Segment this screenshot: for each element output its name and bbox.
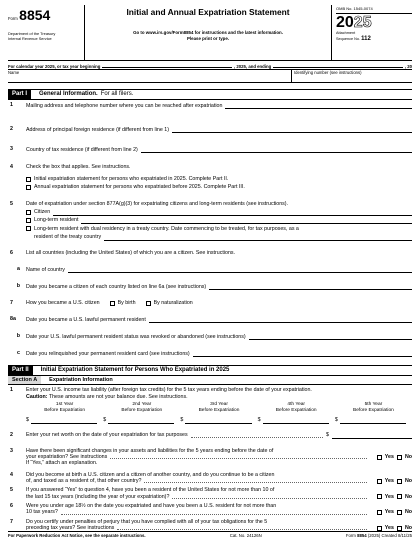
option-label: Annual expatriation statement for persons who expatriated before 2025. Complete Part III. <box>34 184 245 191</box>
citizen-option[interactable] <box>8 209 412 216</box>
part1-line-8c <box>8 350 412 357</box>
part2-tag: Part II <box>8 366 33 375</box>
yes-checkbox[interactable] <box>377 526 382 531</box>
line-number: a <box>17 266 20 273</box>
year-label: 5th Year <box>364 402 383 408</box>
amount-field[interactable] <box>108 417 174 424</box>
identifying-number-field[interactable] <box>291 70 412 82</box>
part1-title-suffix: For all filers. <box>100 90 134 97</box>
form-label: Form <box>8 16 18 21</box>
year-1-header <box>26 402 103 414</box>
line-number: 6 <box>10 249 13 256</box>
line-text: of, and taxed as a resident of, that other country? <box>26 477 142 484</box>
net-worth-field[interactable] <box>332 432 412 439</box>
line-text: If you answered “Yes” to question 4, have you been a resident of the United States for not more than 10 of <box>26 487 275 494</box>
part1-line-8b <box>8 333 412 340</box>
line-number: c <box>17 350 20 357</box>
leader-dots <box>172 498 367 499</box>
amount-field[interactable] <box>340 417 406 424</box>
dollar-sign: $ <box>26 417 29 424</box>
line-text: Name of country <box>26 266 65 273</box>
part2-line-6 <box>8 503 412 516</box>
line-text: Country of tax residence (if different from line 2) <box>26 146 138 153</box>
citizen-checkbox[interactable] <box>26 210 31 215</box>
omb-number: OMB No. 1545-0074 <box>336 5 412 14</box>
attachment-label: Attachment <box>336 30 356 35</box>
country-name-field[interactable] <box>68 266 412 273</box>
amount-field[interactable] <box>185 417 251 424</box>
section-a-header <box>8 376 412 385</box>
treaty-resident-option[interactable] <box>8 226 412 232</box>
line-number: 5 <box>10 487 13 494</box>
part1-line-6a <box>8 266 412 273</box>
yes-checkbox[interactable] <box>377 479 382 484</box>
line-text: 10 tax years? <box>26 509 58 516</box>
line-number: 1 <box>10 102 13 108</box>
option-label: resident of the treaty country <box>34 234 102 241</box>
part2-line-1 <box>8 387 412 400</box>
option-label: Citizen <box>34 208 51 215</box>
part2-line-4 <box>8 472 412 485</box>
no-label: No <box>404 525 412 531</box>
line-number: 5 <box>10 200 13 207</box>
no-label: No <box>404 493 412 500</box>
leader-dots <box>61 514 367 515</box>
form-footer <box>8 531 412 538</box>
tax-liability-fields <box>8 417 412 424</box>
treaty-resident-continuation <box>8 234 412 241</box>
line-number: 2 <box>10 431 13 438</box>
card-relinquished-date-field[interactable] <box>193 350 412 357</box>
dollar-sign: $ <box>103 417 107 424</box>
year-5-header <box>335 402 412 414</box>
year-sublabel: Before Expatriation <box>275 407 317 413</box>
attachment-sequence <box>336 31 412 43</box>
year-label: 4th Year <box>287 402 306 408</box>
line-text: Date you became a citizen of each country listed on line 6a (see instructions) <box>26 283 207 290</box>
line-number: 4 <box>10 471 13 478</box>
footer-form-id <box>346 533 412 538</box>
identifying-number-label: Identifying number (see instructions) <box>294 70 362 75</box>
line-number: 1 <box>10 387 13 394</box>
no-label: No <box>404 509 412 516</box>
part2-line-3 <box>8 448 412 467</box>
annual-statement-checkbox[interactable] <box>26 185 31 190</box>
tax-year <box>336 15 412 31</box>
line-text: How you became a U.S. citizen <box>26 300 100 307</box>
name-row <box>8 70 412 83</box>
by-naturalization-label: By naturalization <box>153 300 193 307</box>
long-term-resident-checkbox[interactable] <box>26 218 31 223</box>
line-text: preceding tax years? See instructions <box>26 525 115 531</box>
line-number: 6 <box>10 502 13 509</box>
leader-dots <box>191 437 323 438</box>
mailing-address-field[interactable] <box>225 102 412 109</box>
line-number: 7 <box>10 518 13 525</box>
footer-form-label: Form <box>345 533 356 538</box>
section-a-tag: Section A <box>8 376 41 384</box>
omb-block <box>331 5 412 60</box>
tax-year-end-field[interactable] <box>273 67 403 68</box>
year-label: 2nd Year <box>132 402 152 408</box>
no-checkbox[interactable] <box>397 494 402 499</box>
department-name: Department of the Treasury <box>8 30 56 36</box>
annual-statement-option[interactable] <box>8 184 412 190</box>
citizenship-date-field[interactable] <box>209 283 412 290</box>
yes-checkbox[interactable] <box>377 510 382 515</box>
no-checkbox[interactable] <box>397 479 402 484</box>
year-3-header <box>180 402 257 414</box>
instructions-line-1: Go to www.irs.gov/Form8854 for instructions and the latest information. <box>133 30 283 36</box>
initial-statement-option[interactable] <box>8 176 412 182</box>
paperwork-notice: For Paperwork Reduction Act Notice, see the separate instructions. <box>8 533 146 538</box>
year-1-liability[interactable] <box>26 417 97 424</box>
part1-header <box>8 89 412 100</box>
instructions-line-2: Please print or type. <box>187 35 229 41</box>
form-title-block <box>85 5 331 60</box>
line-number: 8a <box>10 316 16 323</box>
department-block <box>8 32 84 42</box>
line-number: 7 <box>10 300 13 307</box>
treaty-resident-checkbox[interactable] <box>26 226 31 231</box>
part1-line-7 <box>8 300 412 306</box>
line-text: List all countries (including the United States) of which you are a citizen. See instructions. <box>26 249 236 256</box>
part1-line-3 <box>8 146 412 153</box>
year-label: 1st Year <box>55 402 74 408</box>
caution-label: Caution: <box>26 393 48 400</box>
long-term-resident-option[interactable] <box>8 217 412 224</box>
tax-year-prefix: 20 <box>336 13 354 31</box>
line-text: Enter your U.S. income tax liability (after foreign tax credits) for the 5 tax years ending before the date of your expatriation. <box>26 387 312 394</box>
amount-field[interactable] <box>263 417 329 424</box>
treaty-date-field[interactable] <box>104 234 412 241</box>
amount-field[interactable] <box>31 417 97 424</box>
dollar-sign: $ <box>334 417 338 424</box>
form-header <box>8 5 412 61</box>
calendar-year-label: For calendar year 2025, or tax year beginning <box>8 63 101 69</box>
line-number: 2 <box>10 126 13 132</box>
part1-line-6 <box>8 250 412 256</box>
year-2-header <box>103 402 180 414</box>
line-number: 4 <box>10 164 13 170</box>
tax-residence-field[interactable] <box>141 146 412 153</box>
year-sublabel: Before Expatriation <box>121 407 163 413</box>
part2-line-5 <box>8 487 412 500</box>
year-4-header <box>258 402 335 414</box>
line-number: b <box>16 283 20 290</box>
form-number: 8854 <box>19 7 51 23</box>
yes-label: Yes <box>384 509 394 516</box>
option-label: Long-term resident with dual residency in a treaty country. Date commencing to be treated, for tax purposes, as a <box>34 225 299 232</box>
initial-statement-checkbox[interactable] <box>26 177 31 182</box>
catalog-number: Cat. No. 24126N <box>229 533 262 538</box>
line-text: Did you become at birth a U.S. citizen and a citizen of another country, and do you continue to be a citizen <box>26 471 275 478</box>
line-text: If “Yes,” attach an explanation. <box>26 460 98 467</box>
no-label: No <box>404 453 412 460</box>
part1-line-2 <box>8 126 412 133</box>
instructions-text <box>85 30 331 41</box>
no-checkbox[interactable] <box>397 526 402 531</box>
line-number: b <box>16 333 20 340</box>
yes-no-group <box>370 509 412 515</box>
calendar-year-row <box>8 61 412 70</box>
line-text: Enter your net worth on the date of your expatriation for tax purposes <box>26 432 188 439</box>
option-label: Long-term resident <box>34 217 79 224</box>
year-4-liability[interactable] <box>258 417 329 424</box>
line-number: 3 <box>10 447 13 454</box>
line-number: 3 <box>10 146 13 152</box>
dollar-sign: $ <box>326 432 329 439</box>
line-text: Date of expatriation under section 877A(g)(3) for expatriating citizens and long-term residents (see instructions). <box>26 200 289 207</box>
caution-text: These amounts are not your balance due. See instructions. <box>48 393 188 400</box>
by-birth-checkbox[interactable] <box>110 301 115 306</box>
yes-checkbox[interactable] <box>377 455 382 460</box>
footer-form-version: (2025) Created 8/11/25 <box>367 533 412 538</box>
year-3-liability[interactable] <box>180 417 251 424</box>
foreign-residence-field[interactable] <box>172 126 412 133</box>
year-5-liability[interactable] <box>335 417 406 424</box>
year-sublabel: Before Expatriation <box>44 407 85 413</box>
part1-tag: Part I <box>8 90 31 99</box>
by-naturalization-checkbox[interactable] <box>146 301 151 306</box>
part1-line-1 <box>8 102 412 109</box>
form-title: Initial and Annual Expatriation Statement <box>126 7 290 17</box>
line-text: Date your U.S. lawful permanent resident status was revoked or abandoned (see instructions) <box>26 334 246 341</box>
option-label: Initial expatriation statement for persons who expatriated in 2025. Complete Part II. <box>34 176 229 183</box>
name-field[interactable] <box>8 70 291 82</box>
yes-label: Yes <box>384 453 394 460</box>
citizen-date-field[interactable] <box>53 209 412 216</box>
yes-no-group <box>370 454 412 460</box>
no-checkbox[interactable] <box>397 455 402 460</box>
sequence-label: Sequence No. <box>336 36 361 41</box>
yes-checkbox[interactable] <box>377 494 382 499</box>
section-a-title: Expatriation Information <box>49 377 113 384</box>
line-text: Were you under age 18½ on the date you expatriated and have you been a U.S. resident for not more than <box>26 502 277 509</box>
and-ending-label: , 2025, and ending <box>234 63 272 69</box>
year-sublabel: Before Expatriation <box>198 407 240 413</box>
part2-header <box>8 365 412 376</box>
line-text: Date you relinquished your permanent resident card (see instructions) <box>26 351 190 358</box>
part1-line-4 <box>8 164 412 170</box>
form-id-block <box>8 5 85 60</box>
yes-label: Yes <box>384 477 394 484</box>
leader-dots <box>110 458 367 459</box>
part1-line-6b <box>8 283 412 290</box>
no-checkbox[interactable] <box>397 510 402 515</box>
part1-line-5 <box>8 201 412 207</box>
tax-year-begin-field[interactable] <box>102 67 232 68</box>
line-text: Check the box that applies. See instructions. <box>26 164 131 170</box>
line-text: Address of principal foreign residence (if different from line 1) <box>26 126 169 133</box>
part1-line-8a <box>8 316 412 323</box>
status-revoked-date-field[interactable] <box>249 333 412 340</box>
line-text: your expatriation? See instructions <box>26 453 108 460</box>
yes-label: Yes <box>384 493 394 500</box>
dollar-sign: $ <box>257 417 261 424</box>
yes-label: Yes <box>384 525 394 531</box>
year-end-label: , 20 <box>404 63 412 69</box>
yes-no-group <box>370 494 412 500</box>
line-text: Do you certify under penalties of perjury that you have complied with all of your tax obligations for the 5 <box>26 518 268 525</box>
dollar-sign: $ <box>180 417 184 424</box>
part1-title: General Information. <box>39 90 98 97</box>
yes-no-group <box>370 478 412 484</box>
tax-year-suffix: 25 <box>353 13 372 31</box>
part2-line-2 <box>8 432 412 439</box>
no-label: No <box>404 477 412 484</box>
year-sublabel: Before Expatriation <box>353 407 394 413</box>
line-text: Have there been significant changes in your assets and liabilities for the 5 years ending before the date of <box>26 447 274 454</box>
sequence-number: 112 <box>361 35 371 42</box>
year-2-liability[interactable] <box>103 417 174 424</box>
by-birth-label: By birth <box>117 300 136 307</box>
permanent-resident-date-field[interactable] <box>149 316 412 323</box>
line-text: Mailing address and telephone number where you can be reached after expatriation <box>26 102 223 109</box>
year-label: 3rd Year <box>210 402 228 408</box>
line-text: Date you became a U.S. lawful permanent resident <box>26 317 146 324</box>
part2-title: Initial Expatriation Statement for Persons Who Expatriated in 2025 <box>40 367 230 374</box>
resident-date-field[interactable] <box>81 217 412 224</box>
line-text: the last 15 tax years (including the year of your expatriation)? <box>26 493 170 500</box>
name-label: Name <box>8 70 20 75</box>
year-headers <box>8 402 412 414</box>
part2-line-7 <box>8 519 412 532</box>
irs-name: Internal Revenue Service <box>8 35 52 41</box>
leader-dots <box>144 482 367 483</box>
footer-form-number: 8854 <box>357 533 367 538</box>
